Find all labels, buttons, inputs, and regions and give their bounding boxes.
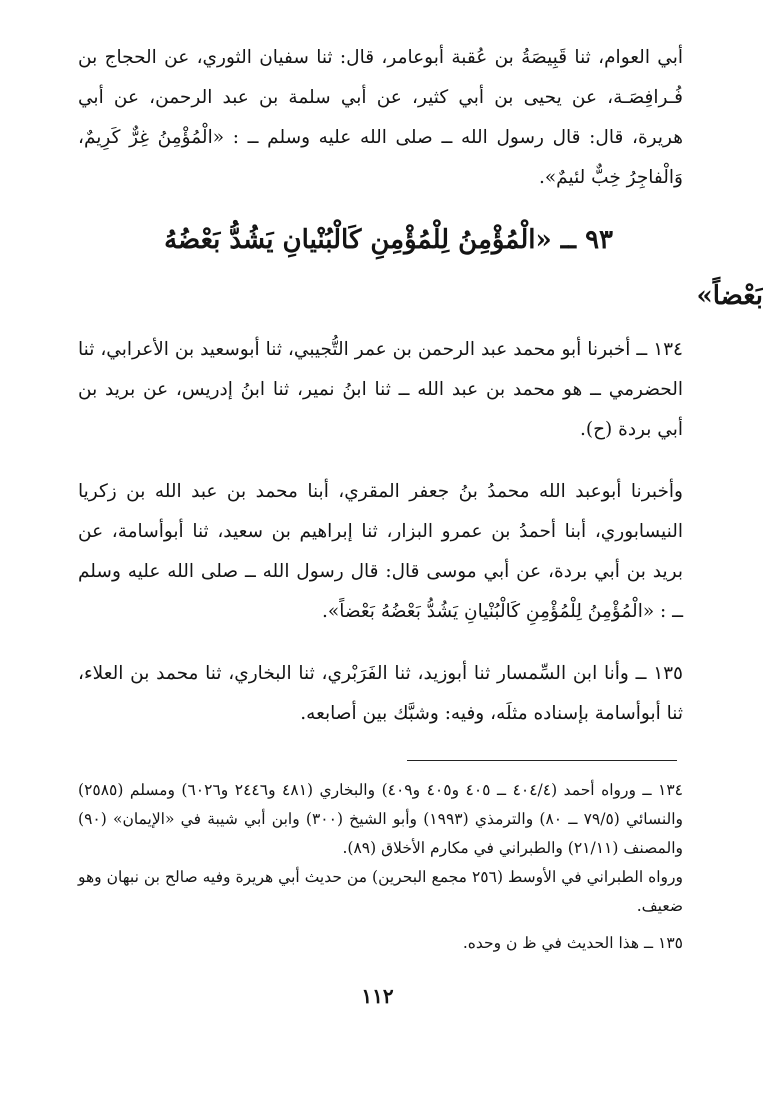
paragraph-hadith-92-text: أبي العوام، ثنا قَبِيصَةُ بن عُقبة أبوعامر، قال: ثنا سفيان الثوري، عن الحجاج بن فُـرافِصَـة، عن يحيى بن أبي كثير، عن أبي سلمة بن عبد الرحمن، عن أبي هريرة، قال: قال رسول الله ــ صلى الله عليه وسلم ــ : «الْمُؤْمِنُ غِرٌّ كَرِيمٌ، وَالْفاجِرُ خِبٌّ لئيمٌ».	[78, 47, 683, 188]
footnote-135: ١٣٥ ــ هذا الحديث في ظ ن وحده.	[462, 934, 683, 952]
chapter-heading-line1: ٩٣ ــ «الْمُؤْمِنُ لِلْمُؤْمِنِ كَالْبُنْيانِ يَشُدُّ بَعْضُهُ	[164, 225, 613, 255]
page-number: ١١٢	[361, 984, 394, 1008]
chapter-heading-line2: بَعْضاً»	[696, 281, 763, 311]
footnote-134-tabarani: ورواه الطبراني في الأوسط (٢٥٦ مجمع البحرين) من حديث أبي هريرة وفيه صالح بن نبهان وهو ضعيف.	[78, 868, 683, 915]
paragraph-hadith-134: ١٣٤ ــ أخبرنا أبو محمد عبد الرحمن بن عمر التُّجيبي، ثنا أبوسعيد بن الأعرابي، ثنا الحضرمي ــ هو محمد بن عبد الله ــ ثنا ابنُ نمير، ثنا ابنُ إدريس، عن بريد بن أبي بردة (ح).	[78, 339, 683, 440]
main-text	[78, 38, 763, 734]
footnote-divider	[407, 760, 677, 761]
footnote-134: ١٣٤ ــ ورواه أحمد (٤٠٤/٤ ــ ٤٠٥ و٤٠٥ و٤٠٩) والبخاري (٤٨١ و٢٤٤٦ و٦٠٢٦) ومسلم (٢٥٨٥) والنسائي (٧٩/٥ ــ ٨٠) والترمذي (١٩٩٣) وأبو الشيخ (٣٠٠) وابن أبي شيبة في «الإيمان» (٩٠) والمصنف (٢١/١١) والطبراني في مكارم الأخلاق (٨٩).	[78, 781, 684, 857]
chapter-heading-93	[78, 212, 763, 324]
footnotes	[78, 776, 683, 958]
paragraph-hadith-135: ١٣٥ ــ وأنا ابن السِّمسار ثنا أبوزيد، ثنا الفَرَبْري، ثنا البخاري، ثنا محمد بن العلاء، ثنا أبوأسامة بإسناده مثلَه، وفيه: وشبَّك بين أصابعه.	[78, 663, 683, 724]
paragraph-hadith-134-second-chain: وأخبرنا أبوعبد الله محمدُ بنُ جعفر المقري، أبنا محمد بن عبد الله بن زكريا النيسابوري، أبنا أحمدُ بن عمرو البزار، ثنا إبراهيم بن سعيد، ثنا أبوأسامة، عن بريد بن أبي بردة، عن أبي موسى قال: قال رسول الله ــ صلى الله عليه وسلم ــ : «الْمُؤْمِنُ لِلْمُؤْمِنِ كَالْبُنْيانِ يَشُدُّ بَعْضُهُ بَعْضاً».	[78, 481, 683, 622]
